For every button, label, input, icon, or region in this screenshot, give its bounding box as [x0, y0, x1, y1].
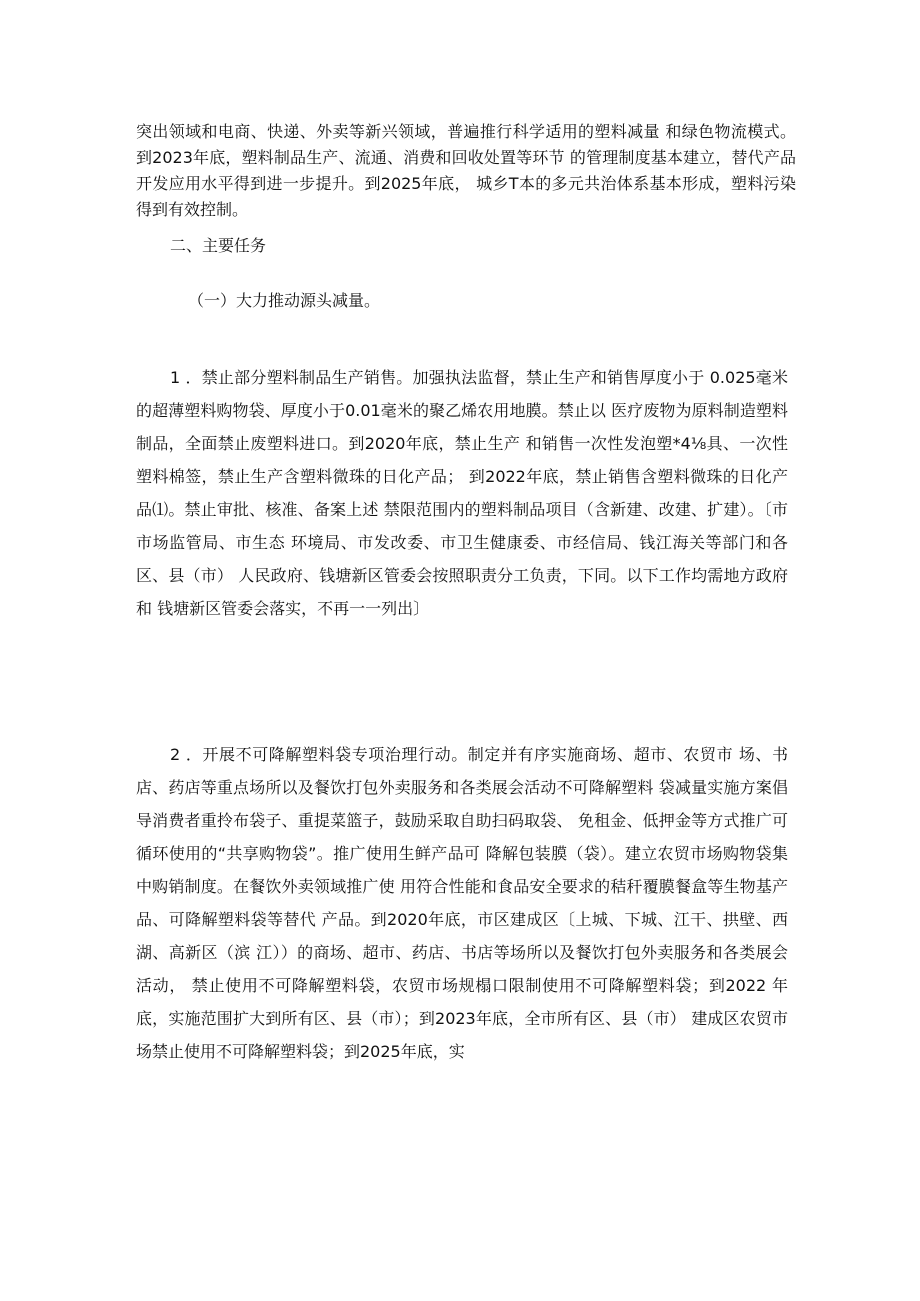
section-heading: 二、主要任务: [170, 236, 267, 255]
subsection-heading: （一）大力推动源头减量。: [188, 291, 381, 310]
task-item-1: 1 ．禁止部分塑料制品生产销售。加强执法监督，禁止生产和销售厚度小于 0.025毫米的超薄塑料购物袋、厚度小于0.01毫米的聚乙烯农用地膜。禁止以 医疗废物为原料制造塑料制品，全面禁止废塑料进口。到2020年底，禁止生产 和销售一次性发泡塑*4⅛具、一次性塑料棉签，禁止生产含塑料微珠的日化产品； 到2022年底，禁止销售含塑料微珠的日化产品⑴。禁止审批、核准、备案上述 禁限范围内的塑料制品项目（含新建、改建、扩建）。〔市市场监管局、市生态 环境局、市发改委、市卫生健康委、市经信局、钱江海关等部门和各区、县（市） 人民政府、钱塘新区管委会按照职责分工负责，下同。以下工作均需地方政府和 钱塘新区管委会落实，不再一一列出〕: [136, 368, 788, 618]
intro-paragraph: 突出领域和电商、快递、外卖等新兴领域，普遍推行科学适用的塑料减量 和绿色物流模式。到2023年底，塑料制品生产、流通、消费和回收处置等环节 的管理制度基本建立，替代产品开发应用水平得到进一步提升。到2025年底， 城乡T本的多元共治体系基本形成，塑料污染得到有效控制。: [136, 122, 796, 219]
task-item-2: 2 ．开展不可降解塑料袋专项治理行动。制定并有序实施商场、超市、农贸市 场、书店、药店等重点场所以及餐饮打包外卖服务和各类展会活动不可降解塑料 袋减量实施方案倡导消费者重拎布袋子、重提菜篮子，鼓励采取自助扫码取袋、 免租金、低押金等方式推广可循环使用的“共享购物袋”。推广使用生鲜产品可 降解包装膜（袋）。建立农贸市场购物袋集中购销制度。在餐饮外卖领域推广使 用符合性能和食品安全要求的秸秆覆膜餐盒等生物基产品、可降解塑料袋等替代 产品。到2020年底，市区建成区〔上城、下城、江干、拱壁、西湖、高新区（滨 江））的商场、超市、药店、书店等场所以及餐饮打包外卖服务和各类展会活动， 禁止使用不可降解塑料袋，农贸市场规榻口限制使用不可降解塑料袋；到2022 年底，实施范围扩大到所有区、县（市）；到2023年底，全市所有区、县（市） 建成区农贸市场禁止使用不可降解塑料袋；到2025年底，实: [136, 745, 788, 1061]
